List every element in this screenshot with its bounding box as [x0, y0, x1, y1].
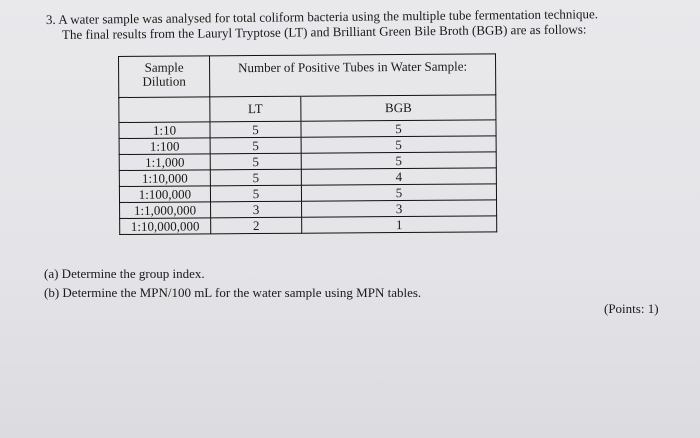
table-row — [120, 216, 497, 235]
bgb-cell: 5 — [301, 152, 496, 169]
dilution-header-line1: Sample — [144, 59, 184, 75]
bgb-header: BGB — [301, 95, 496, 121]
dilution-subheader-blank — [119, 97, 210, 123]
positive-tubes-header: Number of Positive Tubes in Water Sample: — [210, 54, 496, 97]
results-table — [118, 53, 497, 235]
dilution-cell: 1:100,000 — [119, 186, 210, 203]
part-a: (a) Determine the group index. — [44, 266, 205, 281]
dilution-cell: 1:10,000,000 — [120, 218, 211, 235]
dilution-header-line2: Dilution — [142, 73, 186, 89]
part-b: (b) Determine the MPN/100 mL for the water sample using MPN tables. — [44, 285, 422, 300]
bgb-cell: 5 — [301, 136, 496, 153]
lt-cell: 5 — [210, 137, 301, 154]
dilution-cell: 1:10 — [119, 122, 210, 139]
lt-cell: 5 — [210, 121, 301, 138]
question-line-1: 3. A water sample was analysed for total coliform bacteria using the multiple tube fermentation technique. — [45, 6, 599, 27]
lt-cell: 5 — [210, 185, 301, 202]
lt-cell: 5 — [210, 153, 301, 170]
lt-cell: 5 — [210, 169, 301, 186]
bgb-cell: 5 — [301, 120, 496, 137]
bgb-cell: 4 — [301, 168, 496, 185]
dilution-cell: 1:1,000,000 — [120, 202, 211, 219]
dilution-cell: 1:100 — [119, 138, 210, 155]
lt-cell: 3 — [211, 201, 302, 218]
lt-header: LT — [210, 96, 301, 122]
points-label: (Points: 1) — [604, 301, 659, 316]
question-line-2: The final results from the Lauryl Tryptose (LT) and Brilliant Green Bile Broth (BGB) are as follows: — [61, 21, 587, 42]
dilution-cell: 1:10,000 — [119, 170, 210, 187]
lt-cell: 2 — [211, 217, 302, 234]
dilution-header — [119, 56, 210, 98]
bgb-cell: 3 — [302, 200, 497, 217]
bgb-cell: 5 — [301, 184, 496, 201]
bgb-cell: 1 — [302, 216, 497, 233]
dilution-cell: 1:1,000 — [119, 154, 210, 171]
